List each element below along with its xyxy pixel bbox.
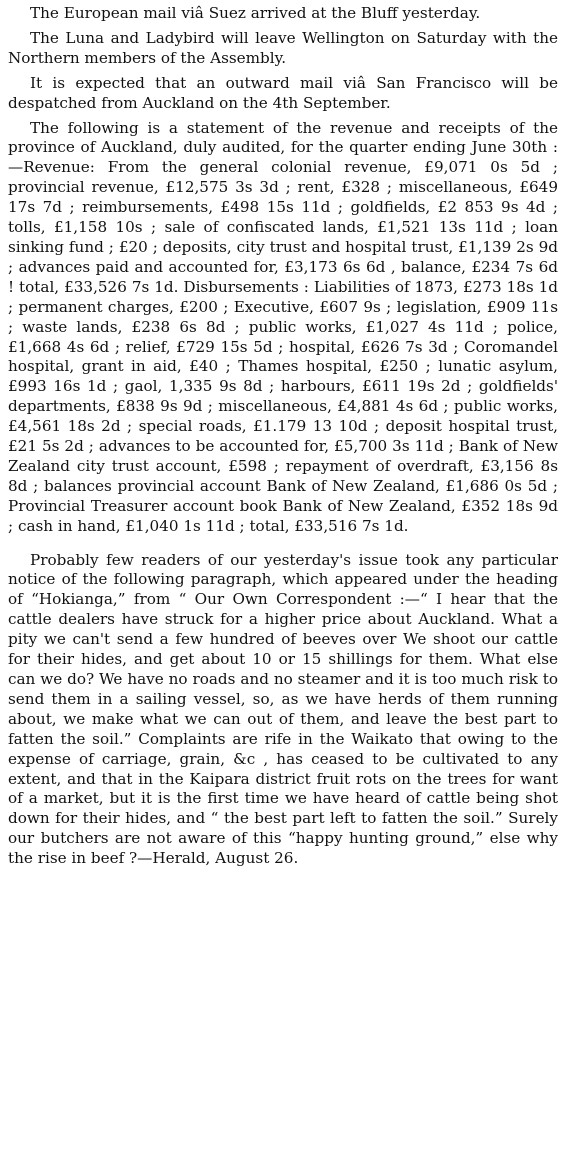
paragraph-luna-ladybird: The Luna and Ladybird will leave Wellington on Saturday with the Northern members of the Assembly. bbox=[8, 28, 558, 67]
paragraph-mail-san-francisco: It is expected that an outward mail viâ San Francisco will be despatched from Auckland on the 4th September. bbox=[8, 73, 558, 112]
paragraph-mail-suez: The European mail viâ Suez arrived at the Bluff yesterday. bbox=[30, 4, 481, 22]
paragraph-revenue-statement: The following is a statement of the revenue and receipts of the province of Auckland, duly audited, for the quarter ending June 30th :—Revenue: From the general colonial revenue, £9,071 0s 5d ; provincial revenue, £12,575 3s 3d ; rent, £328 ; miscellaneous, £649 17s 7d ; reimbursements, £498 15s 11d ; goldfields, £2 853 9s 4d ; tolls, £1,158 10s ; sale of confiscated lands, £1,521 13s 11d ; loan sinking fund ; £20 ; deposits, city trust and hospital trust, £1,139 2s 9d ; advances paid and accounted for, £3,173 6s 6d , balance, £234 7s 6d ! total, £33,526 7s 1d. Disbursements : Liabilities of 1873, £273 18s 1d ; permanent charges, £200 ; Executive, £607 9s ; legislation, £909 11s ; waste lands, £238 6s 8d ; public works, £1,027 4s 11d ; police, £1,668 4s 6d ; relief, £729 15s 5d ; hospital, £626 7s 3d ; Coromandel hospital, grant in aid, £40 ; Thames hospital, £250 ; lunatic asylum, £993 16s 1d ; gaol, 1,335 9s 8d ; harbours, £611 19s 2d ; goldfields' departments, £838 9s 9d ; miscellaneous, £4,881 4s 6d ; public works, £4,561 18s 2d ; special roads, £1.179 13 10d ; deposit hospital trust, £21 5s 2d ; advances to be accounted for, £5,700 3s 11d ; Bank of New Zealand city trust account, £598 ; repayment of overdraft, £3,156 8s 8d ; balances provincial account Bank of New Zealand, £1,686 0s 5d ; Provincial Treasurer account book Bank of New Zealand, £352 18s 9d ; cash in hand, £1,040 1s 11d ; total, £33,516 7s 1d. bbox=[8, 118, 558, 535]
paragraph-hokianga: Probably few readers of our yesterday's issue took any particular notice of the following paragraph, which appeared under the heading of “Hokianga,” from “ Our Own Correspondent :—“ I hear that the cattle dealers have struck for a higher price about Auckland. What a pity we can't send a few hundred of beeves over We shoot our cattle for their hides, and get about 10 or 15 shillings for them. What else can we do? We have no roads and no steamer and it is too much risk to send them in a sailing vessel, so, as we have herds of them running about, we make what we can out of them, and leave the best part to fatten the soil.” Complaints are rife in the Waikato that owing to the expense of carriage, grain, &c , has ceased to be cultivated to any extent, and that in the Kaipara district fruit rots on the trees for want of a market, but it is the first time we have heard of cattle being shot down for their hides, and “ the best part left to fatten the soil.” Surely our butchers are not aware of this “happy hunting ground,” else why the rise in beef ?—Herald, August 26. bbox=[8, 550, 558, 868]
